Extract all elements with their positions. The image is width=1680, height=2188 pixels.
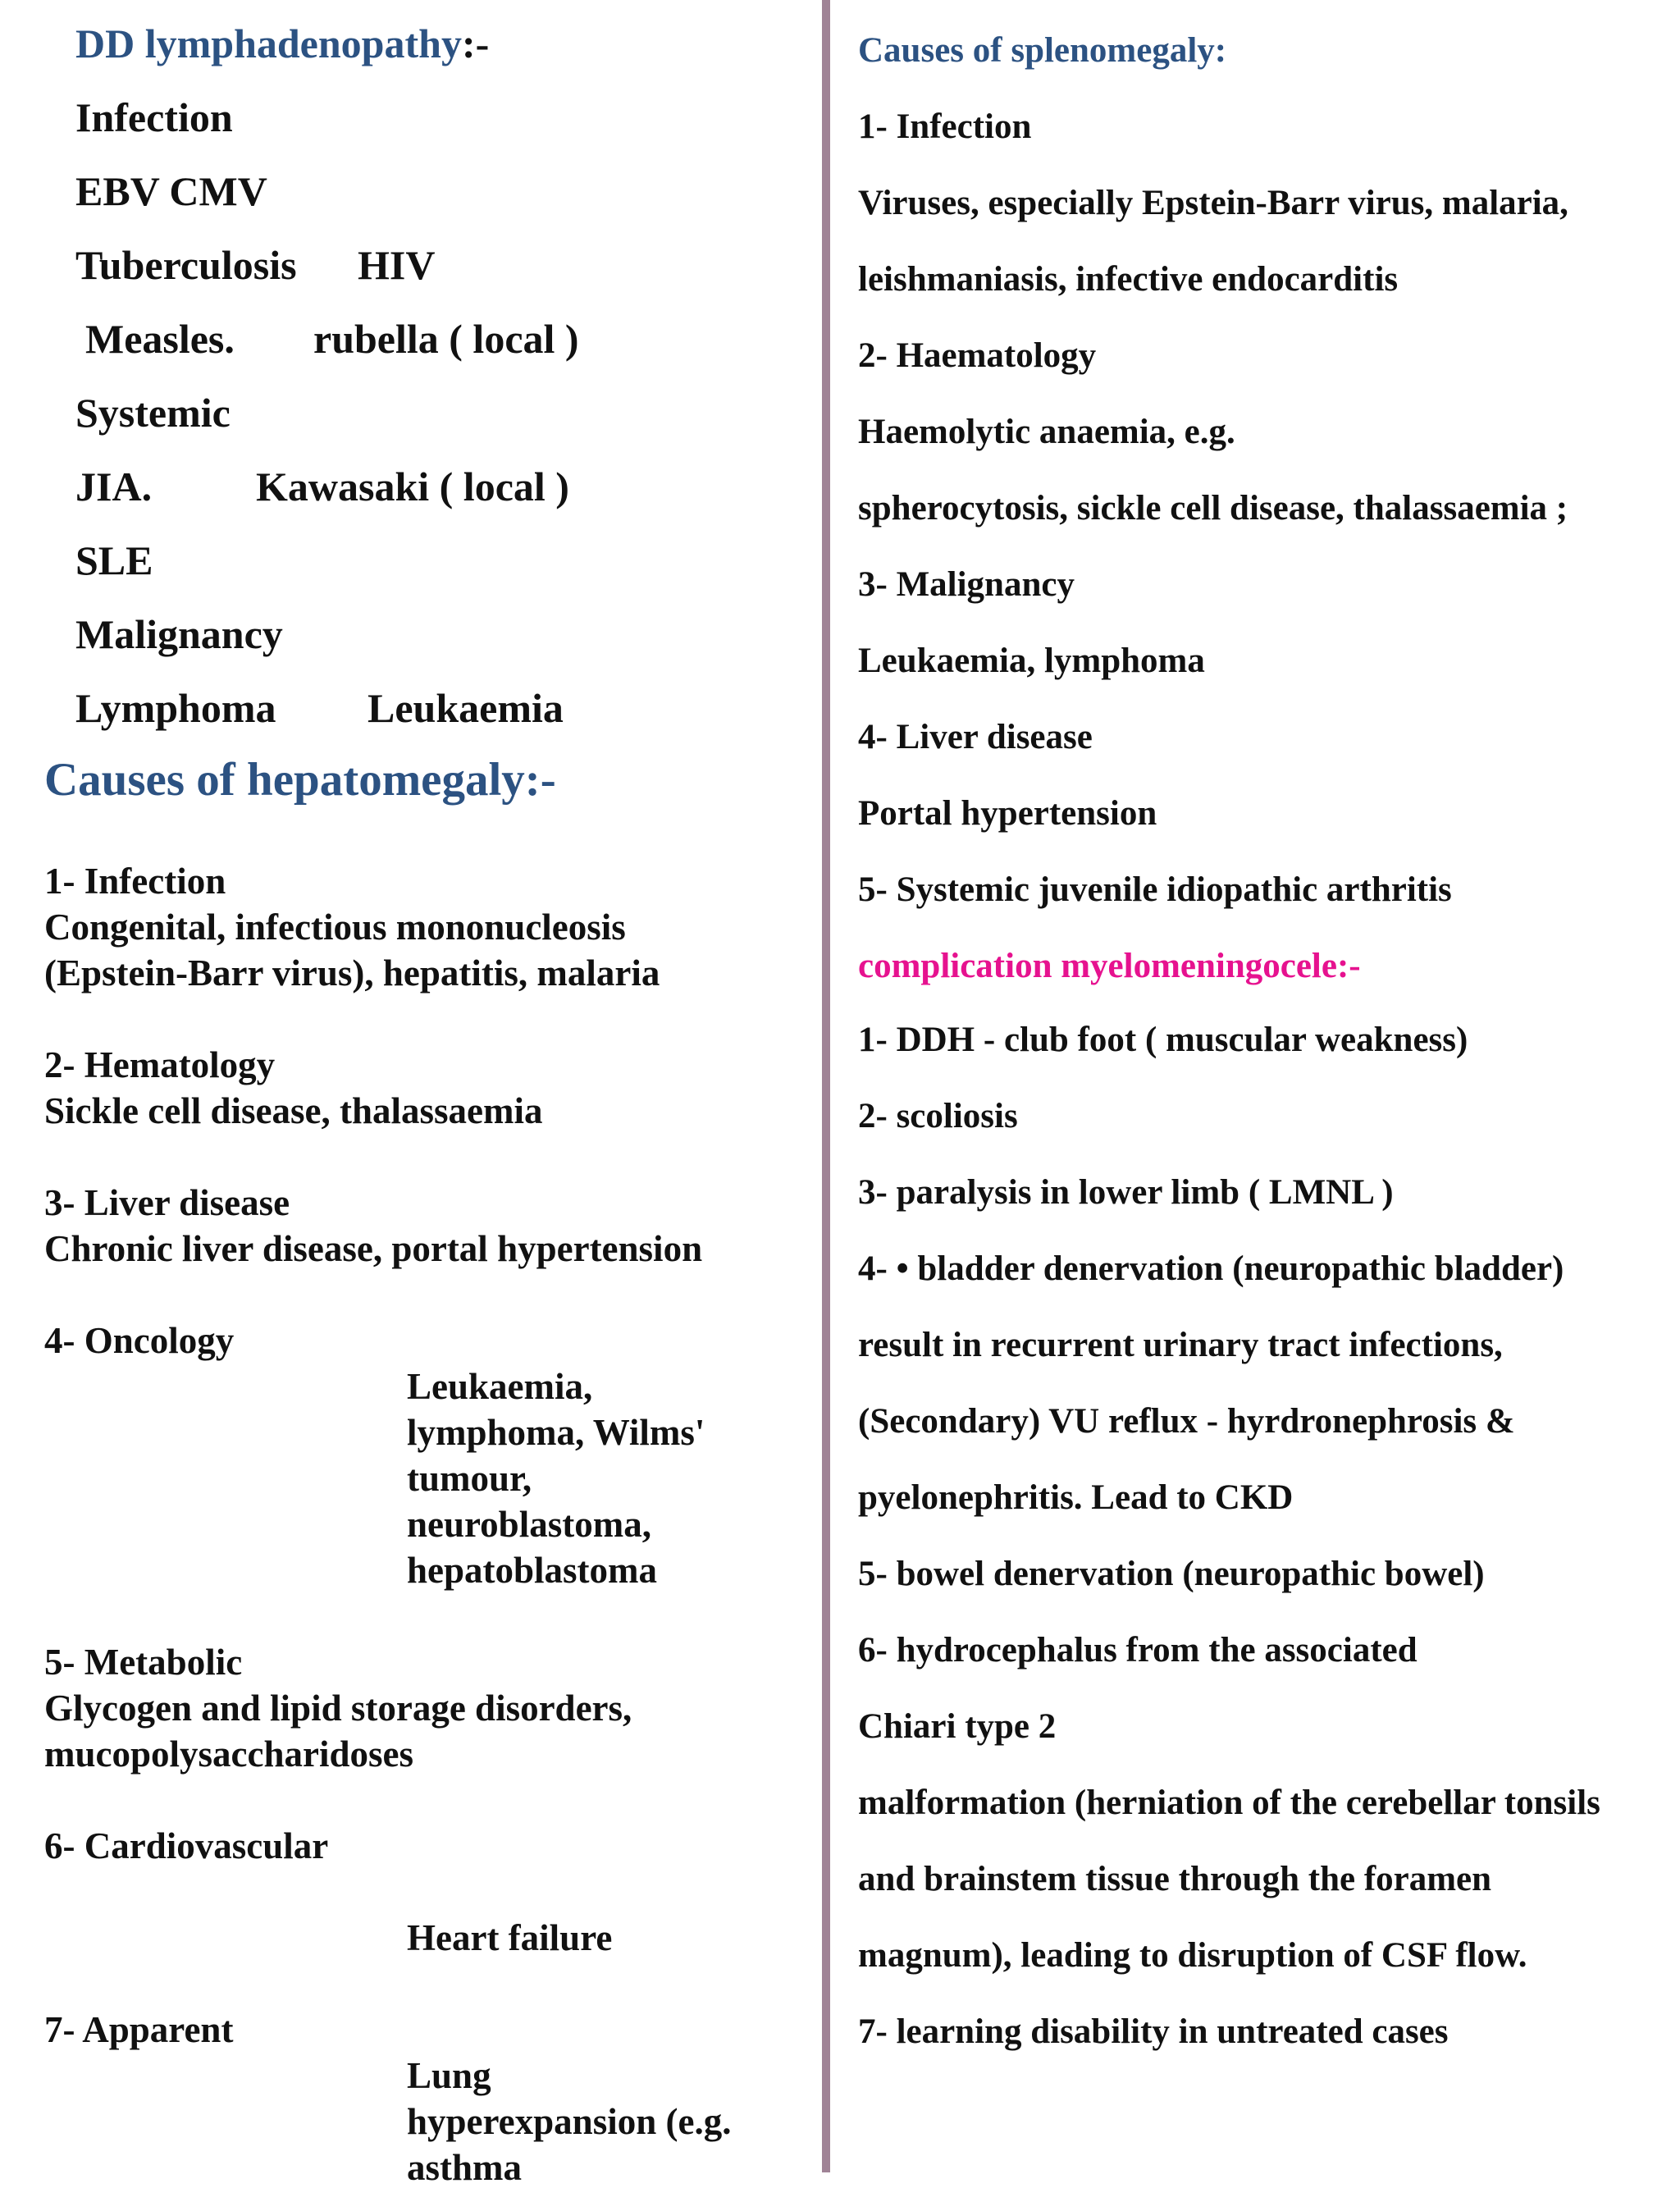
spleno-line-3: leishmaniasis, infective endocarditis xyxy=(858,260,1399,299)
hep-oncology-line-2: lymphoma, Wilms' xyxy=(407,1412,705,1453)
myelo-line-13: magnum), leading to disruption of CSF flow. xyxy=(858,1936,1527,1975)
myelo-line-2: 2- scoliosis xyxy=(858,1097,1018,1135)
myelo-line-5: result in recurrent urinary tract infections, xyxy=(858,1326,1503,1364)
lymphadenopathy-title-text: DD lymphadenopathy xyxy=(75,21,462,66)
myelo-line-1: 1- DDH - club foot ( muscular weakness) xyxy=(858,1021,1468,1059)
hep-metabolic-line-1: Glycogen and lipid storage disorders, xyxy=(44,1688,632,1729)
lymph-lymphoma: Lymphoma xyxy=(75,685,276,731)
hep-hematology-heading: 2- Hematology xyxy=(44,1044,276,1085)
hep-metabolic-heading: 5- Metabolic xyxy=(44,1642,243,1683)
hep-infection-line-2: (Epstein-Barr virus), hepatitis, malaria xyxy=(44,952,660,994)
hep-infection-heading: 1- Infection xyxy=(44,861,226,902)
hep-oncology-line-5: hepatoblastoma xyxy=(407,1550,658,1591)
lymph-malignancy: Malignancy xyxy=(75,611,283,657)
myelo-line-10: Chiari type 2 xyxy=(858,1707,1057,1746)
spleno-line-10: Portal hypertension xyxy=(858,794,1157,833)
hep-oncology-line-3: tumour, xyxy=(407,1458,532,1499)
hep-infection-line-1: Congenital, infectious mononucleosis xyxy=(44,907,626,948)
lymph-measles: Measles. xyxy=(85,316,235,362)
lymph-hiv: HIV xyxy=(358,242,436,288)
myelo-line-9: 6- hydrocephalus from the associated xyxy=(858,1631,1418,1670)
lymphadenopathy-title-suffix: :- xyxy=(461,21,490,66)
spleno-line-1: 1- Infection xyxy=(858,107,1032,146)
column-divider xyxy=(822,0,830,2172)
hep-metabolic-line-2: mucopolysaccharidoses xyxy=(44,1733,413,1775)
hep-liver-heading: 3- Liver disease xyxy=(44,1182,290,1223)
hep-liver-line-1: Chronic liver disease, portal hypertension xyxy=(44,1228,703,1269)
lymph-tuberculosis: Tuberculosis xyxy=(75,242,297,288)
spleno-line-4: 2- Haematology xyxy=(858,336,1097,375)
hep-apparent-line-3: asthma xyxy=(407,2147,523,2188)
spleno-line-8: Leukaemia, lymphoma xyxy=(858,642,1205,680)
lymph-kawasaki: Kawasaki ( local ) xyxy=(256,464,569,509)
hep-apparent-line-1: Lung xyxy=(407,2055,491,2096)
myelo-line-3: 3- paralysis in lower limb ( LMNL ) xyxy=(858,1173,1394,1212)
myelomeningocele-title: complication myelomeningocele:- xyxy=(858,947,1361,985)
spleno-line-6: spherocytosis, sickle cell disease, thalassaemia ; xyxy=(858,489,1568,528)
myelo-line-8: 5- bowel denervation (neuropathic bowel) xyxy=(858,1555,1485,1593)
lymph-leukaemia: Leukaemia xyxy=(368,685,564,731)
myelo-line-11: malformation (herniation of the cerebellar tonsils xyxy=(858,1784,1600,1822)
myelo-line-7: pyelonephritis. Lead to CKD xyxy=(858,1478,1294,1517)
lymph-ebv-cmv: EBV CMV xyxy=(75,168,267,214)
hep-oncology-line-4: neuroblastoma, xyxy=(407,1504,651,1545)
hep-oncology-heading: 4- Oncology xyxy=(44,1320,235,1361)
spleno-line-11: 5- Systemic juvenile idiopathic arthritis xyxy=(858,870,1452,909)
lymph-infection: Infection xyxy=(75,94,233,140)
spleno-line-5: Haemolytic anaemia, e.g. xyxy=(858,413,1235,451)
lymph-systemic: Systemic xyxy=(75,390,231,436)
hep-cardio-line-1: Heart failure xyxy=(407,1917,613,1958)
myelo-line-4: 4- • bladder denervation (neuropathic bladder) xyxy=(858,1249,1564,1288)
myelo-line-12: and brainstem tissue through the foramen xyxy=(858,1860,1492,1898)
hep-hematology-line-1: Sickle cell disease, thalassaemia xyxy=(44,1090,543,1131)
lymphadenopathy-title xyxy=(75,23,489,64)
lymph-rubella: rubella ( local ) xyxy=(313,316,579,362)
spleno-line-2: Viruses, especially Epstein-Barr virus, malaria, xyxy=(858,184,1568,222)
splenomegaly-title: Causes of splenomegaly: xyxy=(858,31,1227,70)
myelo-line-14: 7- learning disability in untreated cases xyxy=(858,2012,1449,2051)
spleno-line-7: 3- Malignancy xyxy=(858,565,1075,604)
hep-oncology-line-1: Leukaemia, xyxy=(407,1366,593,1407)
lymph-sle: SLE xyxy=(75,537,153,583)
spleno-line-9: 4- Liver disease xyxy=(858,718,1093,756)
hepatomegaly-title: Causes of hepatomegaly:- xyxy=(44,754,556,806)
hep-cardio-heading: 6- Cardiovascular xyxy=(44,1825,329,1866)
lymph-jia: JIA. xyxy=(75,464,153,509)
hep-apparent-line-2: hyperexpansion (e.g. xyxy=(407,2101,732,2142)
hep-apparent-heading: 7- Apparent xyxy=(44,2009,234,2050)
myelo-line-6: (Secondary) VU reflux - hyrdronephrosis & xyxy=(858,1402,1515,1441)
